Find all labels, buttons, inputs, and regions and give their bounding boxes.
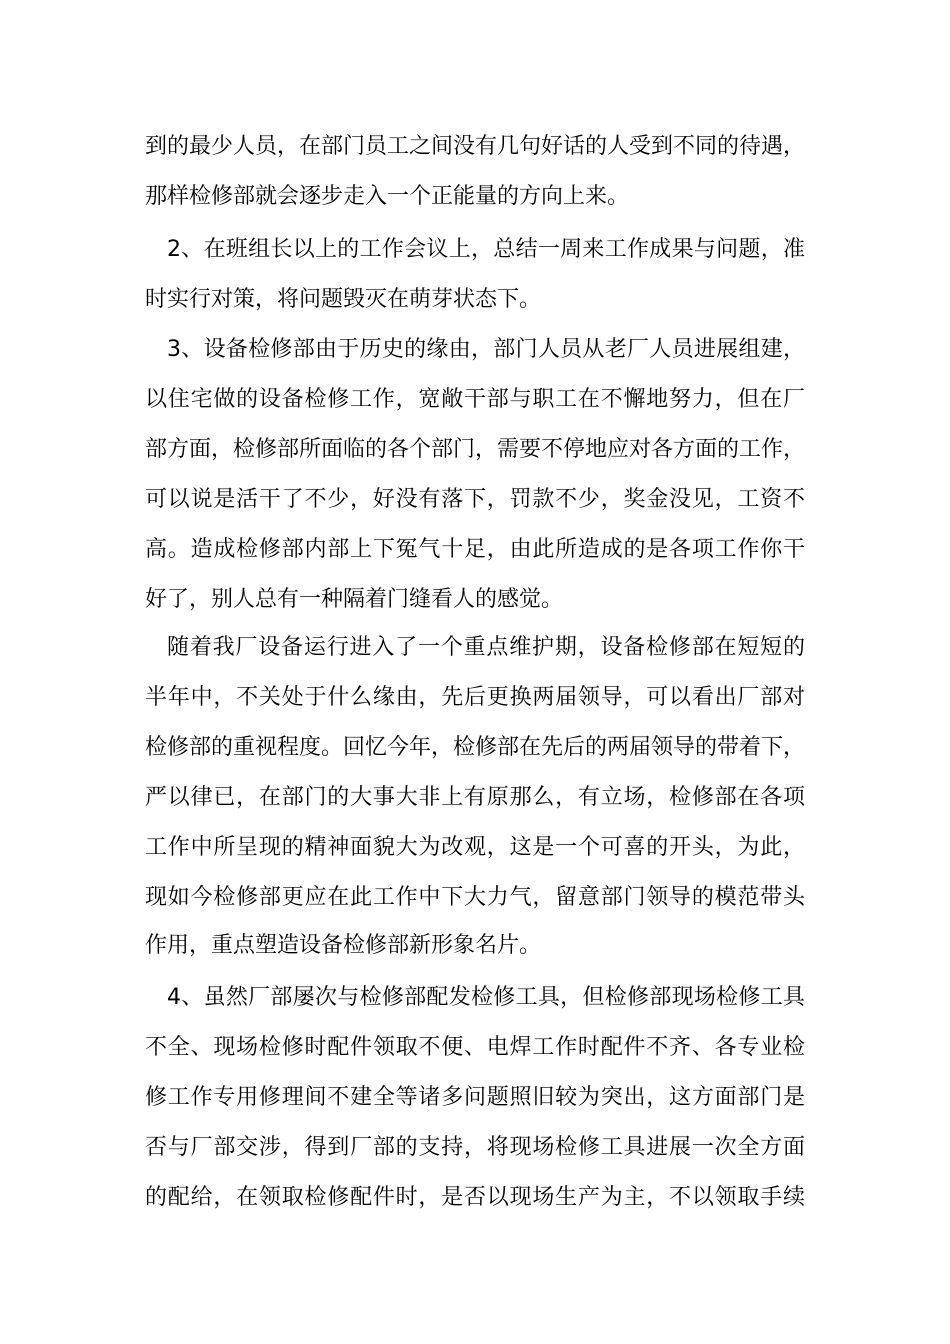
- text-line: 4、虽然厂部屡次与检修部配发检修工具，但检修部现场检修工具: [167, 985, 805, 1010]
- text-line: 随着我厂设备运行进入了一个重点维护期，设备检修部在短短的: [167, 635, 805, 660]
- text-line: 检修部的重视程度。回忆今年，检修部在先后的两届领导的带着下，: [145, 735, 806, 760]
- text-line: 严以律已，在部门的大事大非上有原那么，有立场，检修部在各项: [145, 785, 805, 810]
- text-line: 2、在班组长以上的工作会议上，总结一周来工作成果与问题，准: [167, 237, 805, 262]
- text-line: 的配给，在领取检修配件时，是否以现场生产为主，不以领取手续: [145, 1185, 805, 1210]
- text-line: 高。造成检修部内部上下冤气十足，由此所造成的是各项工作你干: [145, 537, 805, 562]
- text-line: 那样检修部就会逐步走入一个正能量的方向上来。: [145, 184, 630, 209]
- text-line: 现如今检修部更应在此工作中下大力气，留意部门领导的模范带头: [145, 885, 805, 910]
- text-line: 3、设备检修部由于历史的缘由，部门人员从老厂人员进展组建，: [167, 337, 805, 362]
- text-line: 部方面，检修部所面临的各个部门，需要不停地应对各方面的工作，: [145, 437, 806, 462]
- text-line: 半年中，不关处于什么缘由，先后更换两届领导，可以看出厂部对: [145, 685, 805, 710]
- text-line: 不全、现场检修时配件领取不便、电焊工作时配件不齐、各专业检: [145, 1035, 805, 1060]
- text-line: 好了，别人总有一种隔着门缝看人的感觉。: [145, 587, 564, 612]
- text-line: 到的最少人员，在部门员工之间没有几句好话的人受到不同的待遇，: [145, 134, 806, 159]
- text-line: 可以说是活干了不少，好没有落下，罚款不少，奖金没见，工资不: [145, 487, 805, 512]
- text-line: 以住宅做的设备检修工作，宽敞干部与职工在不懈地努力，但在厂: [145, 387, 805, 412]
- text-line: 否与厂部交涉，得到厂部的支持，将现场检修工具进展一次全方面: [145, 1135, 805, 1160]
- text-line: 修工作专用修理间不建全等诸多问题照旧较为突出，这方面部门是: [145, 1085, 805, 1110]
- text-line: 作用，重点塑造设备检修部新形象名片。: [145, 933, 542, 958]
- text-line: 时实行对策，将问题毁灭在萌芽状态下。: [145, 287, 542, 312]
- text-line: 工作中所呈现的精神面貌大为改观，这是一个可喜的开头，为此，: [145, 835, 805, 860]
